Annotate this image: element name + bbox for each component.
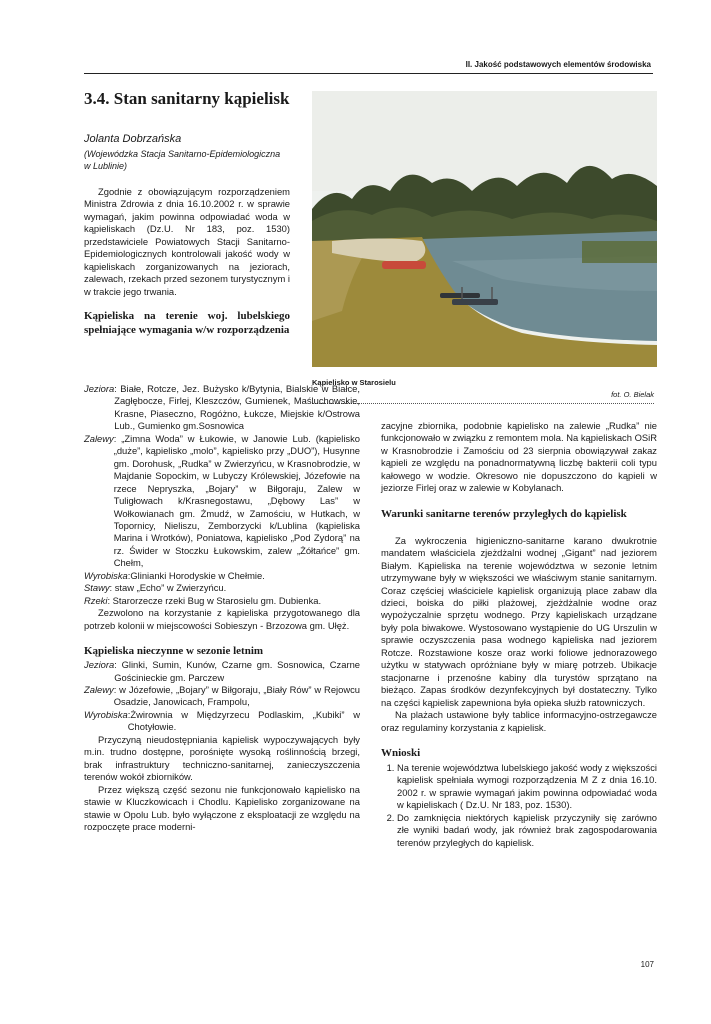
section2-paragraph-end: zacyjne zbiornika, podobnie kąpielisko na zalewie „Rudka” nie funkcjonowało w związku z remontem mola. Na kąpieliskach OSiR w Krasnobrodzie i Zamościu od 23 sierpnia obowiązywał zakaz kąpieli ze względu na ponadnormatywną liczbę bakterii coli typu kałowego w wodzie. Okresowo nie dopuszczono do kąpieli w jeziorze Firlej oraz w zalewie w Kobylanach. bbox=[381, 420, 657, 494]
section1-note: Zezwolono na korzystanie z kąpieliska przygotowanego dla potrzeb kolonii w miejscowości Sobieszyn - Brzozowa gm. Ułęż. bbox=[84, 607, 360, 631]
list-term: Stawy bbox=[84, 582, 110, 594]
list-item bbox=[84, 659, 360, 684]
section2-paragraph: Przyczyną nieudostępniania kąpielisk wypoczywających były m.in. trudno dostępne, porośnięte wysoką roślinnością brzegi, brak infrastruktury techniczno-sanitarnej, zanieczyszczenia terenów wokół zbiorników. bbox=[84, 733, 360, 783]
list-text: : „Zimna Woda” w Łukowie, w Janowie Lub. (kąpielisko „duże”, kąpielisko „molo”, kąpielisko przy „DUO”), Husynne gm. Dorohusk, „Rudka” w Zwierzyńcu, w Krasnobrodzie, w Majdanie Sopockim, w Lubyczy Królewskiej, Józefowie na rzece Nepryszka, „Bojary” w Biłgoraju, Zalew w Tuligłowach k/Krasnegostawu, „Dębowy Las” w Wołkowianach gm. Żmudź, w Zamościu, w Hutkach, w Topornicy, Nieliszu, Zemborzycki k/Lublina (kąpieliska Marina i Wrotków), Poniatowa, kąpielisko „Pod Zydorą” na rz. Świder w Stoczku Łukowskim, zalew „Żółtańce” gm. Chełm, bbox=[113, 432, 360, 569]
lake-photo bbox=[312, 91, 657, 367]
list-term: Jeziora bbox=[84, 383, 115, 394]
running-head: II. Jakość podstawowych elementów środowiska bbox=[465, 60, 651, 69]
list-text: : Starorzecze rzeki Bug w Starosielu gm. Dubienka. bbox=[107, 594, 322, 606]
section2-paragraph-continued: Przez większą część sezonu nie funkcjonowało kąpielisko na stawie w Kluczkowicach i Chodlu. Kąpielisko zorganizowane na stawie w Opolu Lub. było wyłączone z eksploatacji ze względu na rozpoczęte prace moderni- bbox=[84, 783, 360, 832]
section2-heading: Kąpieliska nieczynne w sezonie letnim bbox=[84, 645, 264, 658]
list-text: :Glinianki Horodyskie w Chełmie. bbox=[127, 569, 265, 581]
list-text: : staw „Echo” w Zwierzyńcu. bbox=[109, 582, 227, 594]
article-title: 3.4. Stan sanitarny kąpielisk bbox=[84, 89, 290, 108]
header-rule bbox=[84, 73, 653, 74]
section3-paragraph: Za wykroczenia higieniczno-sanitarne karano dwukrotnie mandatem właściciela zjeżdżalni wodnej „Gigant” nad jeziorem Białym. Kąpieliska na terenie województwa w sezonie letnim utrzymywane były w większości we właściwym stanie sanitarnym. Coraz częściej właściciele kąpielisk organizują place zabaw dla dzieci, boiska do piłki plażowej, zjeżdżalnie wodne oraz wypożyczalnie sprzętu wodnego. Przy kąpieliskach urządzane były pola biwakowe. Wystosowano wystąpienie do UG Urszulin w sprawie oczyszczenia pasa wodnego kąpieliska nad jeziorem Rotcze. Rozstawione kosze oraz worki foliowe jednorazowego użytku w statywach opróżniane były w miarę potrzeb. Ubikacje stacjonarne i przenośne kabiny dla turystów sprzątano na bieżąco. Zapas środków dezynfekcyjnych był dostateczny. Tylko na części kąpielisk zapewniona była opieka służb ratowniczych. bbox=[381, 534, 657, 708]
right-column bbox=[381, 420, 657, 849]
intro-paragraph: Zgodnie z obowiązującym rozporządzeniem Ministra Zdrowia z dnia 16.10.2002 r. w sprawie wymagań, jakim powinna odpowiadać woda w kąpieliskach (Dz.U. Nr 183, poz. 1530) przedstawiciele Powiatowych Stacji Sanitarno-Epidemiologicznych kontrolowali jakość wody w kąpieliskach zorganizowanych na jeziorach, zalewach, rzekach przed sezonem turystycznym i w trakcie jego trwania. bbox=[84, 186, 290, 297]
list-term: Wyrobiska bbox=[84, 569, 128, 581]
list-item bbox=[84, 383, 360, 433]
list-term: Zalewy bbox=[84, 683, 114, 695]
section1-heading: Kąpieliska na terenie woj. lubelskiego spełniające wymagania w/w rozporządzenia bbox=[84, 310, 290, 337]
conclusion-item: 2. Do zamknięcia niektórych kąpielisk przyczyniły się zarówno złe wyniki badań wody, jak również brak zagospodarowania terenów przyległych do kąpielisk. bbox=[397, 812, 657, 849]
intro-column bbox=[84, 186, 290, 337]
list-text: :Żwirownia w Międzyrzecu Podlaskim, „Kubiki” w Chotyłowie. bbox=[127, 708, 360, 733]
conclusion-item: 1. Na terenie województwa lubelskiego jakość wody z większości kąpielisk spełniała wymogi rozporządzenia M Z z dnia 16.10. 2002 r. w sprawie wymagań jakim powinna odpowiadać woda w kąpieliskach ( Dz.U. Nr 183, poz. 1530). bbox=[397, 762, 657, 812]
list-item bbox=[84, 684, 360, 709]
section3-heading: Warunki sanitarne terenów przyległych do kąpielisk bbox=[381, 507, 627, 520]
list-item bbox=[84, 595, 360, 607]
photo-caption: Kąpielisko w Starosielu bbox=[312, 378, 396, 387]
author-name: Jolanta Dobrzańska bbox=[84, 133, 182, 145]
list-item bbox=[84, 570, 360, 582]
list-term: Wyrobiska bbox=[84, 708, 128, 720]
list-item bbox=[84, 709, 360, 734]
list-term: Zalewy bbox=[84, 432, 114, 444]
author-affiliation: (Wojewódzka Stacja Sanitarno-Epidemiologiczna w Lublinie) bbox=[84, 149, 281, 171]
section3-paragraph: Na plażach ustawione były tablice informacyjno-ostrzegawcze oraz regulaminy korzystania z kąpielisk. bbox=[381, 709, 657, 733]
list-item bbox=[84, 582, 360, 594]
list-term: Jeziora bbox=[84, 659, 115, 671]
conclusions-list bbox=[381, 762, 657, 849]
list-term: Rzeki bbox=[84, 594, 108, 606]
page-number: 107 bbox=[640, 960, 654, 969]
list-text: : w Józefowie, „Bojary” w Biłgoraju, „Biały Rów” w Rejowcu Osadzie, Janowicach, Frampolu, bbox=[113, 683, 360, 708]
photo-credit: fot. O. Bielak bbox=[611, 390, 654, 399]
lake-photo-image bbox=[312, 91, 657, 367]
list-item bbox=[84, 433, 360, 570]
caption-divider bbox=[312, 403, 654, 404]
section4-heading: Wnioski bbox=[381, 746, 421, 759]
list-text: : Białe, Rotcze, Jez. Bużysko k/Bytynia, Bialskie w Białce, Zagłębocze, Firlej, Kleszczów, Gumienek, Maśluchowskie, Krasne, Piaseczno, Rogóżno, Łukcze, Miejskie k/Ostrowa Lub., Gumienko gm.Sosnowica bbox=[114, 383, 360, 432]
list-text: : Glinki, Sumin, Kunów, Czarne gm. Sosnowica, Czarne Gościnieckie gm. Parczew bbox=[114, 659, 360, 683]
left-column bbox=[84, 383, 360, 833]
